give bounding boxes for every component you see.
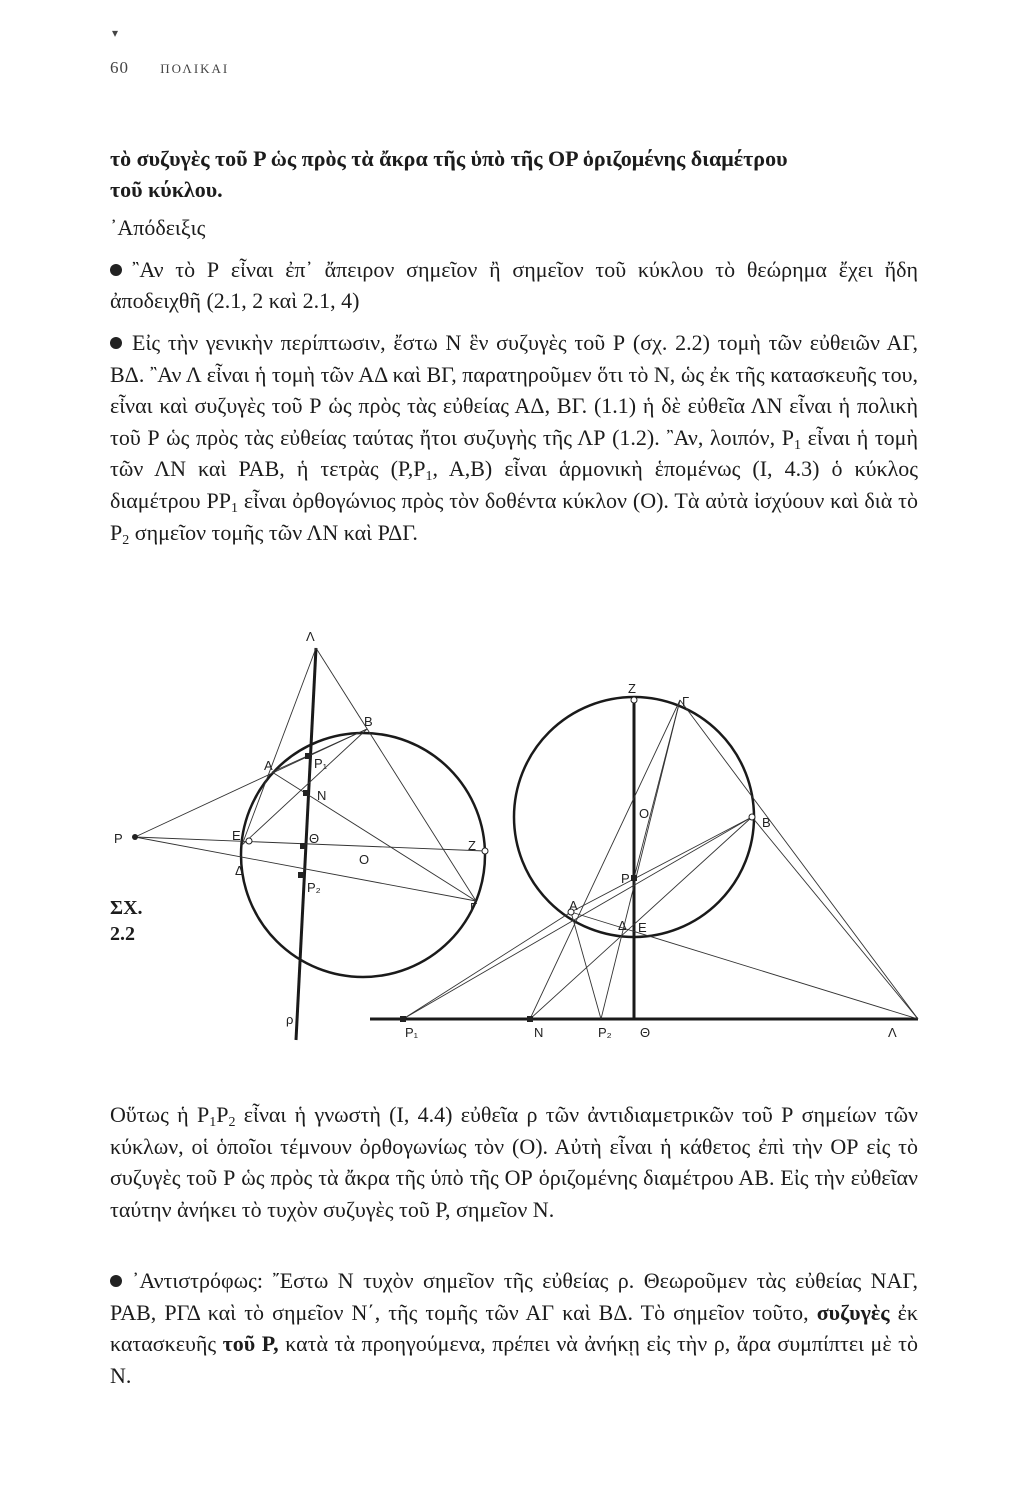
label-rho: ρ bbox=[286, 1012, 294, 1027]
p2-sub-4: 2 bbox=[122, 532, 130, 548]
label-Delta: Δ bbox=[235, 863, 244, 878]
corner-mark: ▾ bbox=[112, 26, 119, 40]
right-figure bbox=[370, 681, 918, 1040]
paragraph-1-text: ῍Αν τὸ Ρ εἶναι ἐπ᾿ ἄπειρον σημεῖον ἢ σημεῖον τοῦ κύκλου τὸ θεώρημα ἔχει ἤδη ἀποδειχθῆ (2.1, 2 καὶ 2.1, 4) bbox=[110, 257, 918, 313]
line-N-Gamma bbox=[530, 700, 680, 1019]
point-P1 bbox=[305, 753, 311, 759]
point-P bbox=[132, 834, 138, 840]
point-N bbox=[527, 1016, 533, 1022]
p2-text-b: εἶναι ἡ τομὴ τῶν ΛΝ καὶ ΡΑΒ, ἡ τετρὰς (Ρ,Ρ bbox=[110, 424, 918, 482]
label-Delta: Δ bbox=[618, 918, 627, 933]
proof-heading: ᾿Απόδειξις bbox=[110, 215, 206, 240]
page-number: 60 bbox=[110, 58, 129, 77]
p4-text-a: ᾿Αντιστρόφως: ῎Εστω Ν τυχὸν σημεῖον τῆς εὐθείας ρ. Θεωροῦμεν τὰς εὐθείας ΝΑΓ, ΡΑΒ, ΡΓΔ καὶ τὸ σημεῖον Ν΄, τῆς τομῆς τῶν ΑΓ καὶ ΒΔ. Τὸ σημεῖον τοῦτο, bbox=[110, 1268, 918, 1325]
p4-bold-1: συζυγὲς bbox=[816, 1299, 890, 1325]
label-O: Ο bbox=[639, 806, 650, 821]
point-P2 bbox=[298, 872, 304, 878]
point-Theta bbox=[300, 843, 306, 849]
p3-text-a: Οὕτως ἡ Ρ bbox=[110, 1102, 210, 1127]
p2-text-e: σημεῖον τομῆς τῶν ΛΝ καὶ ΡΔΓ. bbox=[129, 519, 418, 545]
label-P2: Ρ₂ bbox=[598, 1025, 612, 1040]
label-N: Ν bbox=[317, 788, 327, 803]
line-P-Gamma bbox=[634, 700, 680, 878]
line-N-B bbox=[530, 817, 752, 1019]
line-Lambda-Gamma bbox=[680, 700, 918, 1019]
bullet-icon bbox=[110, 1275, 122, 1287]
line-P1-A bbox=[403, 912, 571, 1019]
intro-line-2: τοῦ κύκλου. bbox=[110, 177, 223, 202]
point-P1 bbox=[400, 1016, 406, 1022]
label-Z: Ζ bbox=[468, 838, 476, 853]
p2-sub-1: 1 bbox=[793, 437, 801, 453]
caption-line-1: ΣΧ. bbox=[110, 897, 143, 919]
label-Z: Ζ bbox=[628, 681, 636, 696]
p3-sub-2: 2 bbox=[228, 1115, 236, 1130]
point-Z bbox=[631, 697, 637, 703]
label-P1: Ρ₁ bbox=[314, 756, 328, 771]
label-Theta: Θ bbox=[640, 1025, 651, 1040]
p3-sub-1: 1 bbox=[209, 1115, 217, 1130]
label-O: Ο bbox=[359, 852, 370, 867]
point-E bbox=[246, 838, 252, 844]
label-Lambda: Λ bbox=[888, 1025, 897, 1040]
running-title: ΠΟΛΙΚΑΙ bbox=[160, 61, 230, 76]
paragraph-4 bbox=[110, 1265, 918, 1391]
p2-text-a: Εἰς τὴν γενικὴν περίπτωσιν, ἔστω Ν ἓν συζυγὲς τοῦ Ρ (σχ. 2.2) τομὴ τῶν εὐθειῶν ΑΓ, ΒΔ. ῍Αν Λ εἶναι ἡ τομὴ τῶν ΑΔ καὶ ΒΓ, παρατηροῦμεν ὅτι τὸ Ν, ὡς ἐκ τῆς κατασκευῆς του, εἶναι καὶ συζυγὲς τοῦ Ρ ὡς πρὸς τὰς εὐθείας ΑΔ, ΒΓ. (1.1) ἡ δὲ εὐθεῖα ΛΝ εἶναι ἡ πολικὴ τοῦ Ρ ὡς πρὸς τὰς εὐθείας ταύτας ἤτοι συζυγὴς τῆς ΛΡ (1.2). ῍Αν, λοιπόν, Ρ bbox=[110, 330, 918, 450]
line-Lambda-B bbox=[752, 817, 918, 1019]
label-N: Ν bbox=[534, 1025, 544, 1040]
label-A: Α bbox=[569, 898, 578, 913]
label-E: Ε bbox=[638, 920, 647, 935]
p3-text-b: Ρ bbox=[216, 1102, 229, 1127]
line-Lambda-Gamma bbox=[316, 648, 476, 901]
point-Z bbox=[482, 848, 488, 854]
label-P2: Ρ₂ bbox=[307, 880, 321, 895]
label-P1: Ρ₁ bbox=[405, 1025, 419, 1040]
line-A-B bbox=[571, 817, 752, 912]
p2-text-d: εἶναι ὀρθογώνιος πρὸς τὸν δοθέντα κύκλον (Ο). Τὰ αὐτὰ ἰσχύουν καὶ διὰ τὸ Ρ bbox=[110, 487, 918, 545]
left-figure bbox=[114, 629, 488, 1040]
label-Lambda: Λ bbox=[306, 629, 315, 644]
point-B bbox=[749, 814, 755, 820]
label-B: Β bbox=[762, 815, 771, 830]
caption-line-2: 2.2 bbox=[110, 923, 135, 945]
label-P: Ρ bbox=[114, 831, 123, 846]
p2-sub-3: 1 bbox=[230, 500, 238, 516]
p3-text-c: εἶναι ἡ γνωστὴ (Ι, 4.4) εὐθεῖα ρ τῶν ἀντιδιαμετρικῶν τοῦ Ρ σημείων τῶν κύκλων, οἱ ὁποῖοι τέμνουν ὀρθογωνίως τὸν (Ο). Αὐτὴ εἶναι ἡ κάθετος ἐπὶ τὴν ΟΡ εἰς τὸ συζυγὲς τοῦ Ρ ὡς πρὸς τὰ ἄκρα τῆς ὑπὸ τῆς ΟΡ ὁριζομένης διαμέτρου ΑΒ. Εἰς τὴν εὐθεῖαν ταύτην ἀνήκει τὸ τυχὸν συζυγὲς τοῦ Ρ, σημεῖον Ν. bbox=[110, 1102, 918, 1222]
label-B: Β bbox=[364, 714, 373, 729]
label-A: Α bbox=[264, 758, 273, 773]
label-Theta: Θ bbox=[309, 831, 320, 846]
p2-sub-2: 1 bbox=[425, 469, 433, 485]
label-Gamma: Γ bbox=[682, 694, 690, 709]
p2-text-c: , Α,Β) εἶναι ἁρμονικὴ ἑπομένως (Ι, 4.3) ὁ κύκλος διαμέτρου ΡΡ bbox=[110, 456, 919, 513]
label-Gamma: Γ bbox=[470, 900, 478, 915]
label-P: Ρ bbox=[621, 871, 630, 886]
p4-text-b: ἐκ κατασκευῆς bbox=[110, 1299, 918, 1357]
p4-text-c: κατὰ τὰ προηγούμενα, πρέπει νὰ ἀνήκῃ εἰς τὴν ρ, ἄρα συμπίπτει μὲ τὸ Ν. bbox=[110, 1331, 918, 1388]
point-P bbox=[631, 875, 637, 881]
p4-bold-2: τοῦ Ρ, bbox=[222, 1331, 279, 1357]
point-N bbox=[303, 790, 309, 796]
paragraph-3 bbox=[110, 1099, 918, 1225]
intro-line-1: τὸ συζυγὲς τοῦ Ρ ὡς πρὸς τὰ ἄκρα τῆς ὑπὸ τῆς ΟΡ ὁριζομένης διαμέτρου bbox=[110, 146, 788, 171]
line-P2-Gamma bbox=[601, 700, 680, 1019]
label-E: Ε bbox=[232, 828, 241, 843]
